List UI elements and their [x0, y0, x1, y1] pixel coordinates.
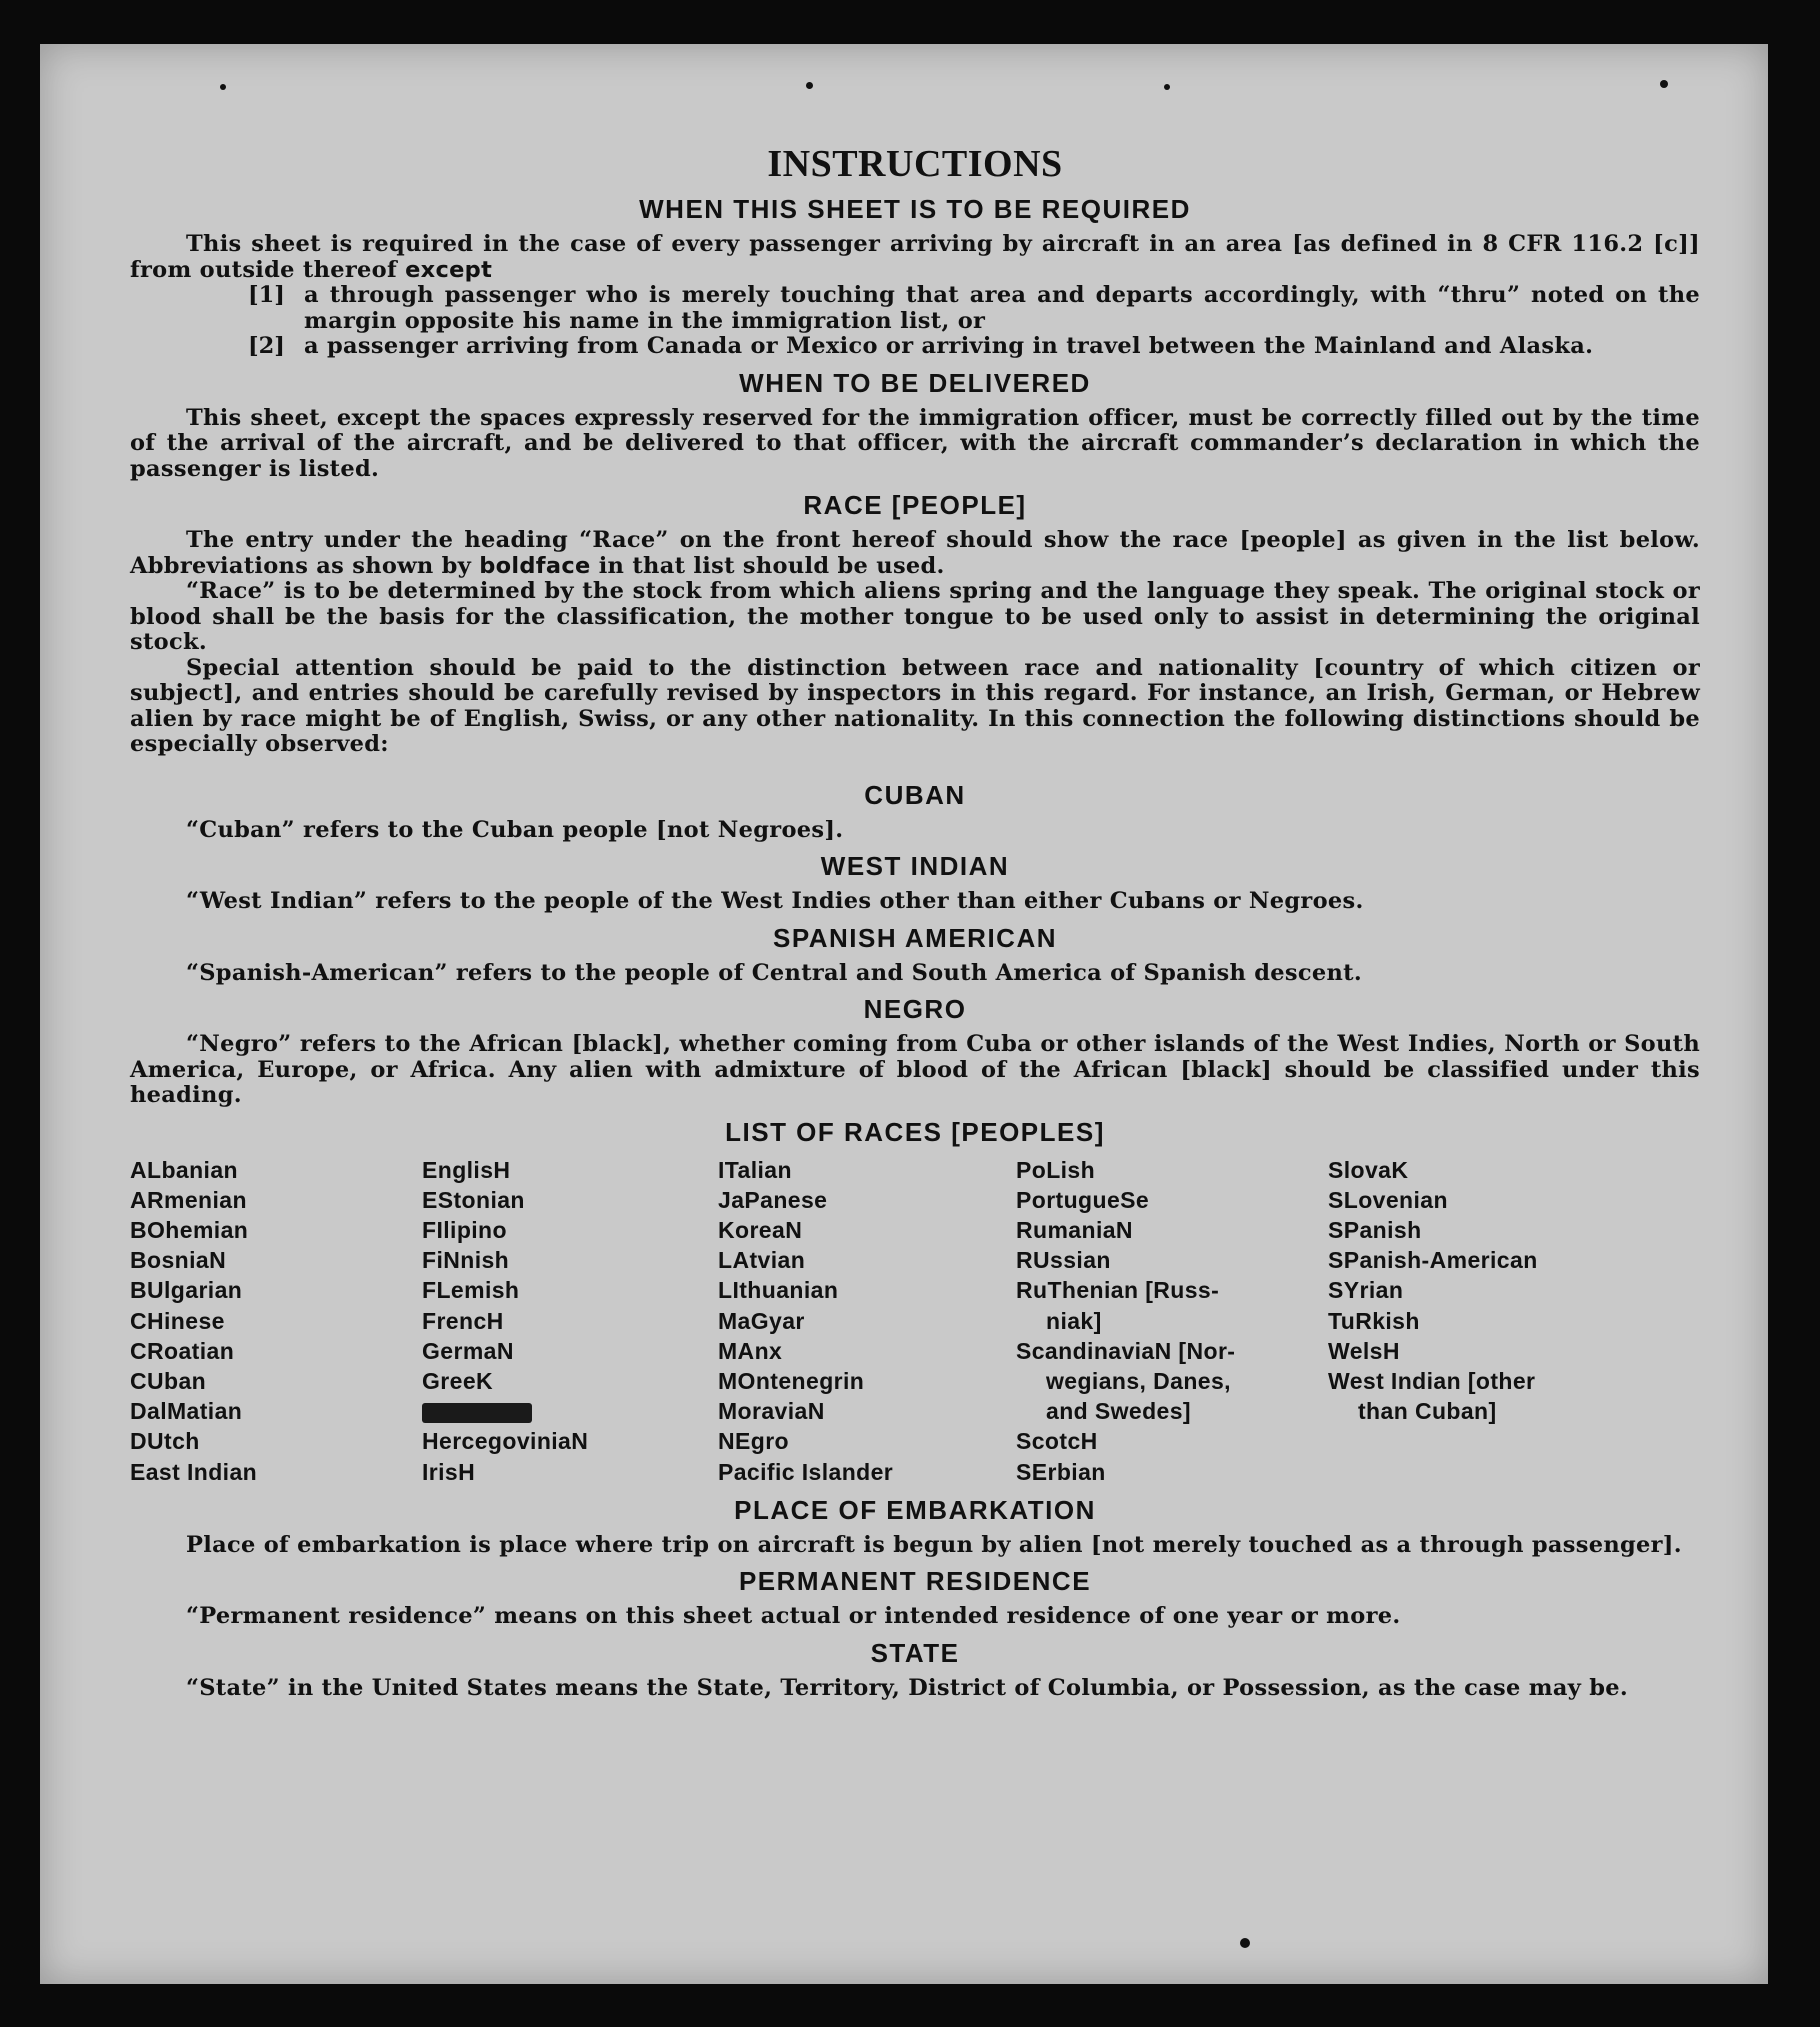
- race-column-3: [718, 1155, 1016, 1487]
- race-entry: CHinese: [130, 1307, 225, 1334]
- race-entry: DUtch: [130, 1428, 200, 1455]
- ink-speck: [220, 84, 226, 90]
- race-entry: FIlipino: [422, 1216, 507, 1243]
- west-indian-paragraph: “West Indian” refers to the people of the West Indies other than either Cubans or Negroes.: [186, 888, 1364, 914]
- race-entry: SPanish-American: [1328, 1247, 1538, 1274]
- required-item-1: [130, 283, 1700, 334]
- race-entry: SYrian: [1328, 1277, 1404, 1304]
- race-entry-continued: than Cuban]: [1358, 1398, 1497, 1425]
- race-entry: SPanish: [1328, 1216, 1422, 1243]
- race-entry: FrencH: [422, 1307, 504, 1334]
- heading-race: RACE [PEOPLE]: [803, 490, 1027, 520]
- heading-cuban: CUBAN: [864, 779, 966, 810]
- race-entry: ARmenian: [130, 1186, 247, 1213]
- race-entry: ScotcH: [1016, 1428, 1098, 1455]
- required-text: This sheet is required in the case of every passenger arriving by aircraft in an area [as defined in 8 CFR 116.2 [c]] from outside thereof: [130, 231, 1700, 283]
- race-entry: ScandinaviaN [Nor-: [1016, 1337, 1236, 1364]
- item-text: a passenger arriving from Canada or Mexico or arriving in travel between the Mainland and Alaska.: [304, 333, 1594, 359]
- embarkation-paragraph: Place of embarkation is place where trip on aircraft is begun by alien [not merely touched as a through passenger].: [186, 1531, 1682, 1558]
- race-entry: RuThenian [Russ-: [1016, 1277, 1220, 1304]
- race-entry: TuRkish: [1328, 1307, 1420, 1334]
- race-text: The entry under the heading “Race” on the front hereof should show the race [people] as given in the list below. Abbreviations as shown by: [130, 527, 1700, 579]
- race-entry: FiNnish: [422, 1247, 510, 1274]
- race-entry: MaGyar: [718, 1307, 805, 1334]
- race-entry: IrisH: [422, 1458, 476, 1485]
- race-entry-continued: and Swedes]: [1046, 1398, 1191, 1425]
- race-column-2: [422, 1155, 718, 1487]
- heading-list-of-races: LIST OF RACES [PEOPLES]: [725, 1116, 1105, 1147]
- race-paragraph-3: Special attention should be paid to the distinction between race and nationality [country of which citizen or subject], and entries should be carefully revised by inspectors in this regard. For instance, an Irish, German, or Hebrew alien by race might be of English, Swiss, or any other nationality. In this connection the following distinctions should be especially observed:: [130, 654, 1700, 757]
- race-entry: BOhemian: [130, 1216, 249, 1243]
- race-column-4: [1016, 1155, 1328, 1487]
- race-entry: EStonian: [422, 1186, 525, 1213]
- race-entry: DalMatian: [130, 1398, 243, 1425]
- residence-paragraph: “Permanent residence” means on this sheet actual or intended residence of one year or more.: [186, 1603, 1401, 1630]
- heading-negro: NEGRO: [863, 994, 967, 1024]
- state-paragraph: “State” in the United States means the State, Territory, District of Columbia, or Possession, as the case may be.: [186, 1674, 1628, 1701]
- race-text: in that list should be used.: [590, 552, 945, 579]
- race-list: [130, 1155, 1700, 1487]
- race-paragraph-2: “Race” is to be determined by the stock from which aliens spring and the language they speak. The original stock or blood shall be the basis for the classification, the mother tongue to be used only to assist in determining the original stock.: [130, 578, 1700, 655]
- item-text: a through passenger who is merely touching that area and departs accordingly, with “thru” noted on the margin opposite his name in the immigration list, or: [304, 282, 1700, 334]
- instructions-content: [130, 142, 1700, 1701]
- race-entry: RUssian: [1016, 1247, 1111, 1274]
- race-entry: ITalian: [718, 1156, 792, 1183]
- race-entry: Pacific Islander: [718, 1458, 894, 1485]
- race-entry: BUlgarian: [130, 1277, 243, 1304]
- race-entry: HercegoviniaN: [422, 1428, 589, 1455]
- race-entry: East Indian: [130, 1458, 258, 1485]
- race-entry: BosniaN: [130, 1247, 227, 1274]
- race-entry-continued: niak]: [1046, 1307, 1102, 1334]
- race-entry: PoLish: [1016, 1156, 1096, 1183]
- race-entry: PortugueSe: [1016, 1186, 1150, 1213]
- race-entry: CRoatian: [130, 1337, 235, 1364]
- ink-speck: [1164, 84, 1170, 90]
- race-paragraph-1: [130, 528, 1700, 579]
- race-column-5: [1328, 1155, 1628, 1487]
- boldface-text: boldface: [479, 552, 591, 579]
- heading-required: WHEN THIS SHEET IS TO BE REQUIRED: [639, 194, 1191, 224]
- race-entry: JaPanese: [718, 1186, 828, 1213]
- ink-speck: [806, 82, 813, 89]
- ink-speck: [1240, 1938, 1250, 1948]
- race-entry: MAnx: [718, 1337, 783, 1364]
- race-entry: NEgro: [718, 1428, 789, 1455]
- race-entry: WelsH: [1328, 1337, 1400, 1364]
- heading-west-indian: WEST INDIAN: [820, 851, 1010, 881]
- spanish-american-paragraph: “Spanish-American” refers to the people of Central and South America of Spanish descent.: [186, 959, 1362, 986]
- race-entry: LAtvian: [718, 1247, 806, 1274]
- heading-permanent-residence: PERMANENT RESIDENCE: [738, 1566, 1092, 1597]
- race-entry: ALbanian: [130, 1156, 238, 1183]
- required-paragraph: [130, 232, 1700, 283]
- delivered-paragraph: This sheet, except the spaces expressly reserved for the immigration officer, must be correctly filled out by the time of the arrival of the aircraft, and be delivered to that officer, with the aircraft commander’s declaration in which the passenger is listed.: [130, 404, 1700, 482]
- race-entry: SLovenian: [1328, 1186, 1448, 1213]
- item-number: [1]: [248, 282, 285, 308]
- item-number: [2]: [248, 333, 285, 359]
- race-entry: SErbian: [1016, 1458, 1106, 1485]
- race-entry: EnglisH: [422, 1156, 511, 1183]
- heading-delivered: WHEN TO BE DELIVERED: [739, 367, 1091, 398]
- redaction-bar: [422, 1403, 532, 1423]
- race-entry: FLemish: [422, 1277, 520, 1304]
- race-entry: CUban: [130, 1367, 207, 1394]
- race-entry: RumaniaN: [1016, 1216, 1133, 1243]
- race-entry: MoraviaN: [718, 1398, 825, 1425]
- race-entry: SlovaK: [1328, 1156, 1409, 1183]
- race-entry: KoreaN: [718, 1216, 803, 1243]
- ink-speck: [1660, 80, 1668, 88]
- spacer: [130, 758, 1700, 772]
- heading-spanish-american: SPANISH AMERICAN: [772, 922, 1057, 953]
- race-column-1: [130, 1155, 422, 1487]
- race-entry: MOntenegrin: [718, 1367, 865, 1394]
- document-sheet: [40, 44, 1768, 1984]
- redacted-entry: [422, 1396, 718, 1426]
- race-entry: West Indian [other: [1328, 1367, 1536, 1394]
- race-entry: GreeK: [422, 1367, 494, 1394]
- heading-state: STATE: [870, 1637, 960, 1668]
- except-text: except: [405, 256, 493, 283]
- cuban-paragraph: “Cuban” refers to the Cuban people [not Negroes].: [186, 816, 844, 843]
- required-item-2: [130, 334, 1700, 360]
- page-title: INSTRUCTIONS: [767, 143, 1063, 185]
- race-entry: GermaN: [422, 1337, 514, 1364]
- race-entry-continued: wegians, Danes,: [1046, 1367, 1231, 1394]
- negro-paragraph: “Negro” refers to the African [black], whether coming from Cuba or other islands of the West Indies, North or South America, Europe, or Africa. Any alien with admixture of blood of the African [black] should be classified under this heading.: [130, 1031, 1700, 1108]
- race-entry: LIthuanian: [718, 1277, 839, 1304]
- heading-embarkation: PLACE OF EMBARKATION: [734, 1494, 1096, 1525]
